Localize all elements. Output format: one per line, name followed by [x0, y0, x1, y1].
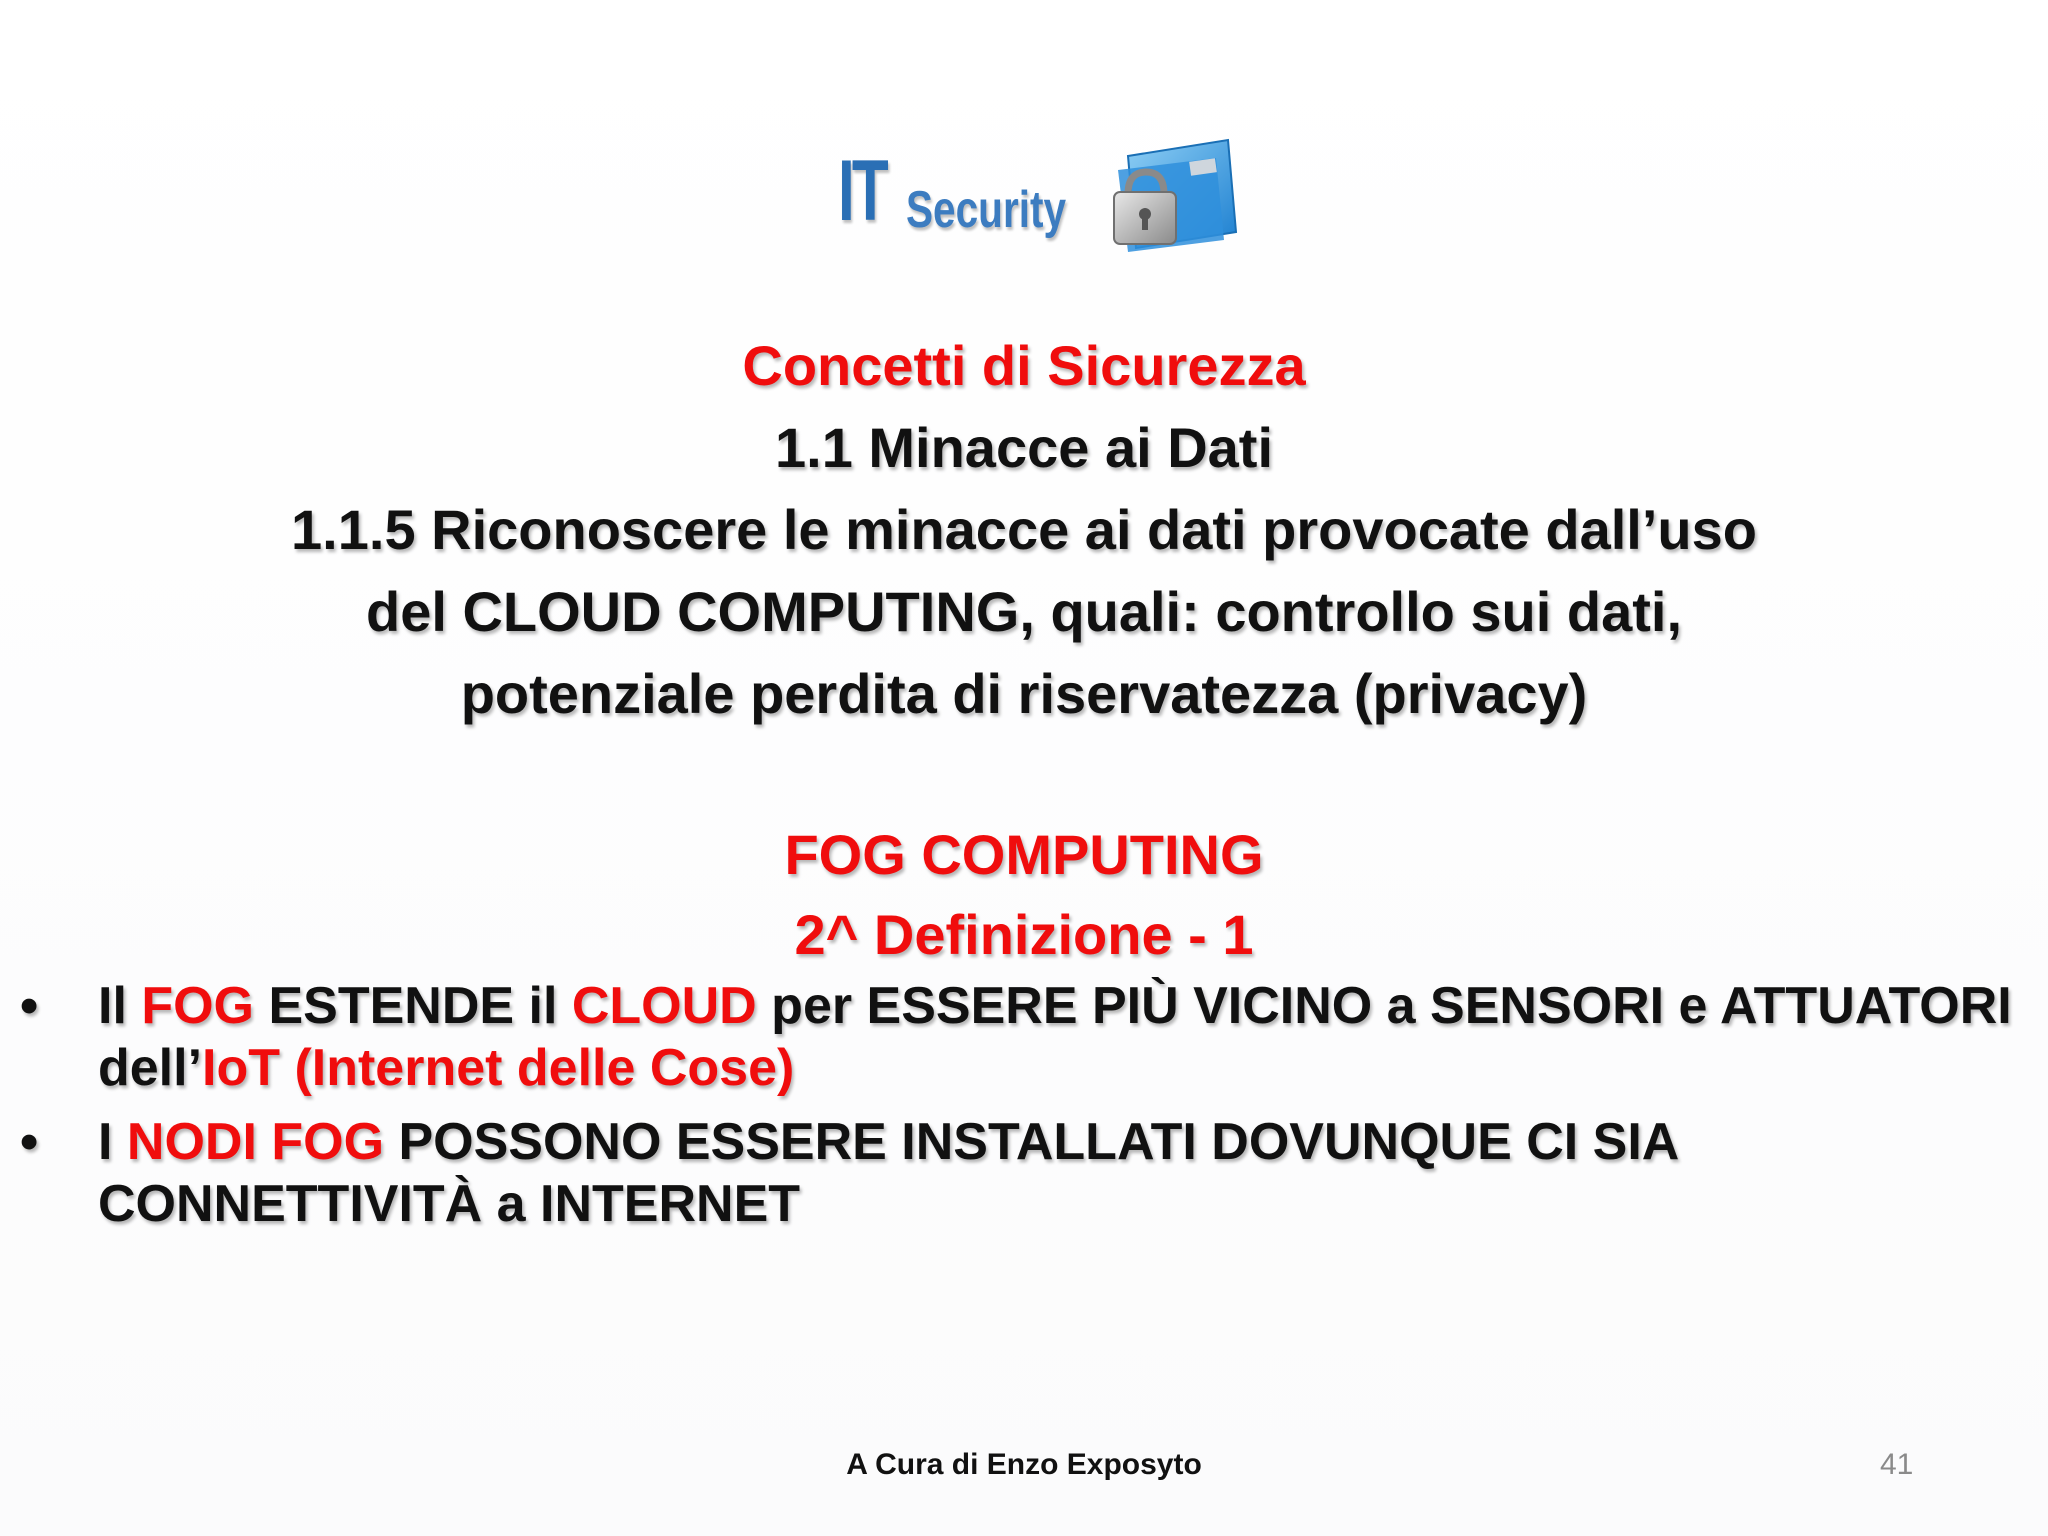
bullet-1-text-d: dell’: [98, 1039, 203, 1097]
bullet-item-2: [20, 1111, 2030, 1235]
bullet-marker: •: [20, 1113, 39, 1171]
bullet-item-1: [20, 975, 2030, 1099]
bullet-1-fog: FOG: [141, 977, 255, 1035]
bullet-1-line-1: [98, 975, 2030, 1037]
bullet-1-line-2: [98, 1037, 2030, 1099]
heading-line-3: 1.1.5 Riconoscere le minacce ai dati provocate dall’uso: [291, 498, 1757, 561]
bullet-2-text-b: POSSONO ESSERE INSTALLATI DOVUNQUE CI SIA: [384, 1113, 1680, 1171]
bullet-1-cloud: CLOUD: [571, 977, 757, 1035]
bullet-2-text-a: I: [98, 1113, 127, 1171]
heading-line-5: potenziale perdita di riservatezza (privacy): [460, 662, 1588, 725]
heading-line-1: Concetti di Sicurezza: [742, 334, 1306, 397]
bullet-marker: •: [20, 977, 39, 1035]
it-security-logo: [838, 136, 1238, 256]
bullet-2-nodi-fog: NODI FOG: [126, 1113, 385, 1171]
bullet-1-text-a: Il: [98, 977, 142, 1035]
logo-it-text: IT: [838, 143, 886, 239]
section-title: FOG COMPUTING: [784, 823, 1264, 886]
heading-line-4: del CLOUD COMPUTING, quali: controllo sui dati,: [366, 580, 1682, 643]
footer-author: A Cura di Enzo Exposyto: [846, 1448, 1202, 1481]
section-heading: [0, 815, 2048, 975]
page-number: 41: [1880, 1448, 1914, 1481]
bullet-1-text-c: per ESSERE PIÙ VICINO a SENSORI e ATTUATORI: [756, 977, 2012, 1035]
bullet-1-text-b: ESTENDE il: [254, 977, 572, 1035]
section-subtitle: 2^ Definizione - 1: [794, 903, 1254, 966]
bullet-2-line-2: CONNETTIVITÀ a INTERNET: [98, 1175, 801, 1233]
slide-heading: [0, 325, 2048, 735]
logo-security-text: Security: [906, 181, 1067, 239]
bullet-list: [20, 975, 2030, 1247]
bullet-1-iot: IoT (Internet delle Cose): [202, 1039, 795, 1097]
folder-lock-icon: [1088, 136, 1238, 254]
heading-line-2: 1.1 Minacce ai Dati: [774, 416, 1273, 479]
bullet-2-line-1: [98, 1111, 2030, 1173]
